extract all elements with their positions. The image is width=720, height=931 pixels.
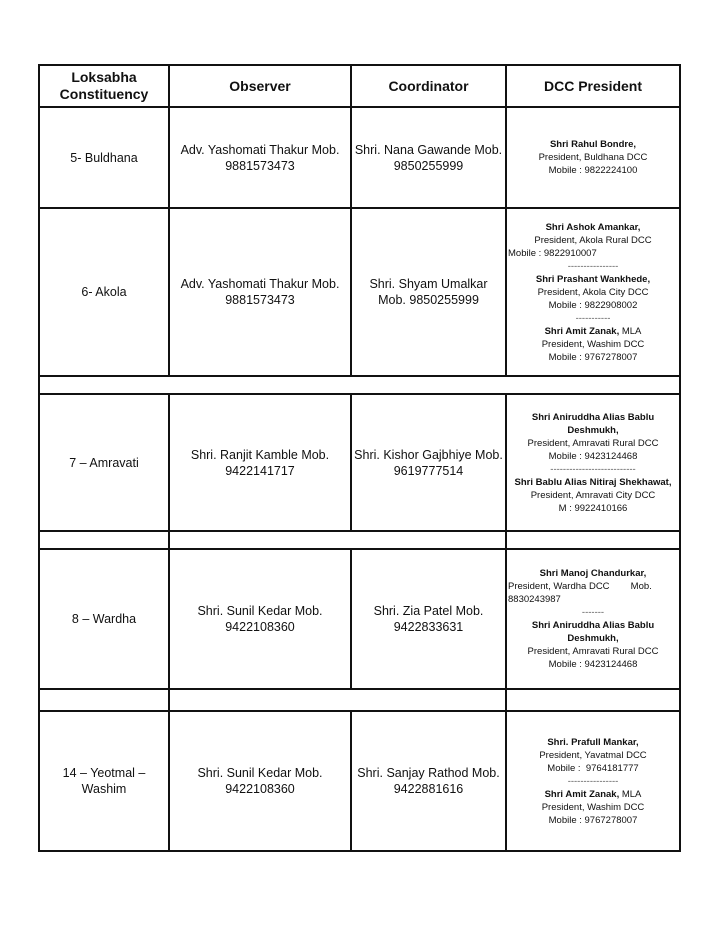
spacer-row <box>39 689 680 711</box>
spacer-cell <box>39 531 169 549</box>
separator: ----------- <box>575 312 611 324</box>
spacer-cell <box>351 531 506 549</box>
constituency-cell: 8 – Wardha <box>39 549 169 689</box>
constituency-cell: 6- Akola <box>39 208 169 376</box>
constituency-cell: 14 – Yeotmal – Washim <box>39 711 169 851</box>
header-constituency: Loksabha Constituency <box>39 65 169 107</box>
dcc-role: President, Akola Rural DCC <box>534 234 652 246</box>
dcc-name-line <box>508 788 678 801</box>
coordinator-cell: Shri. Shyam Umalkar Mob. 9850255999 <box>351 208 506 376</box>
dcc-name: Shri Rahul Bondre, <box>549 139 637 150</box>
dcc-name-line <box>508 325 678 338</box>
dcc-cell <box>506 549 680 689</box>
observer-cell: Shri. Ranjit Kamble Mob. 9422141717 <box>169 394 351 531</box>
dcc-role: President, Buldhana DCC <box>538 152 648 163</box>
table-row <box>39 208 680 376</box>
table-row <box>39 394 680 531</box>
dcc-name: Shri Ashok Amankar, <box>545 221 641 233</box>
observer-table <box>38 64 681 852</box>
observer-cell: Shri. Sunil Kedar Mob. 9422108360 <box>169 549 351 689</box>
dcc-role: President, Washim DCC <box>541 338 645 350</box>
spacer-row <box>39 376 680 394</box>
header-row <box>39 65 680 107</box>
dcc-role: President, Washim DCC <box>541 801 645 813</box>
dcc-name: Shri Amit Zanak, <box>544 325 620 337</box>
dcc-role: President, Wardha DCC Mob. <box>508 581 652 592</box>
table-row <box>39 107 680 208</box>
constituency-cell: 7 – Amravati <box>39 394 169 531</box>
dcc-mobile: Mobile : 9423124468 <box>548 659 638 670</box>
dcc-cell <box>506 208 680 376</box>
dcc-name: Shri Aniruddha Alias Bablu Deshmukh, <box>531 620 655 644</box>
dcc-mobile: Mobile : 9822910007 <box>508 247 597 259</box>
observer-cell: Shri. Sunil Kedar Mob. 9422108360 <box>169 711 351 851</box>
dcc-mobile: Mobile : 9767278007 <box>548 814 638 826</box>
dcc-name: Shri. Prafull Mankar, <box>547 736 639 748</box>
separator: --------------------------- <box>550 463 636 475</box>
dcc-name: Shri Prashant Wankhede, <box>535 273 651 285</box>
dcc-role: President, Amravati City DCC <box>530 489 656 501</box>
table-row <box>39 711 680 851</box>
table-row <box>39 549 680 689</box>
header-coordinator: Coordinator <box>351 65 506 107</box>
dcc-role: President, Akola City DCC <box>537 286 649 298</box>
observer-cell: Adv. Yashomati Thakur Mob. 9881573473 <box>169 208 351 376</box>
spacer-cell <box>169 689 351 711</box>
dcc-mobile: Mobile : 9822908002 <box>548 299 638 311</box>
spacer-cell <box>506 689 680 711</box>
coordinator-cell: Shri. Zia Patel Mob. 9422833631 <box>351 549 506 689</box>
dcc-role: President, Amravati Rural DCC <box>527 646 659 657</box>
dcc-name: Shri Amit Zanak, <box>544 788 620 800</box>
separator: ---------------- <box>567 775 619 787</box>
dcc-mobile: M : 9922410166 <box>558 502 628 514</box>
dcc-suffix: MLA <box>619 788 642 800</box>
header-observer: Observer <box>169 65 351 107</box>
spacer-cell <box>39 376 680 394</box>
separator: ---------------- <box>567 260 619 272</box>
spacer-cell <box>169 531 351 549</box>
spacer-cell <box>351 689 506 711</box>
dcc-cell <box>506 394 680 531</box>
dcc-cell <box>506 107 680 208</box>
dcc-name: Shri Manoj Chandurkar, <box>539 568 647 579</box>
dcc-mobile: Mobile : 9764181777 <box>547 762 639 774</box>
spacer-cell <box>39 689 169 711</box>
dcc-cell <box>506 711 680 851</box>
separator: ------- <box>581 607 605 618</box>
observer-cell: Adv. Yashomati Thakur Mob. 9881573473 <box>169 107 351 208</box>
coordinator-cell: Shri. Nana Gawande Mob. 9850255999 <box>351 107 506 208</box>
dcc-suffix: MLA <box>619 325 642 337</box>
dcc-mobile: Mobile : 9767278007 <box>548 351 638 363</box>
dcc-name: Shri Bablu Alias Nitiraj Shekhawat, <box>514 476 672 488</box>
spacer-row <box>39 531 680 549</box>
coordinator-cell: Shri. Kishor Gajbhiye Mob. 9619777514 <box>351 394 506 531</box>
dcc-mobile: Mobile : 9822224100 <box>548 165 638 176</box>
dcc-name: Shri Aniruddha Alias Bablu Deshmukh, <box>531 411 655 436</box>
dcc-role: President, Amravati Rural DCC <box>527 437 659 449</box>
spacer-cell <box>506 531 680 549</box>
constituency-cell: 5- Buldhana <box>39 107 169 208</box>
dcc-role: President, Yavatmal DCC <box>539 749 647 761</box>
dcc-mobile: 8830243987 <box>508 594 561 605</box>
dcc-mobile: Mobile : 9423124468 <box>548 450 638 462</box>
header-dcc-president: DCC President <box>506 65 680 107</box>
coordinator-cell: Shri. Sanjay Rathod Mob. 9422881616 <box>351 711 506 851</box>
